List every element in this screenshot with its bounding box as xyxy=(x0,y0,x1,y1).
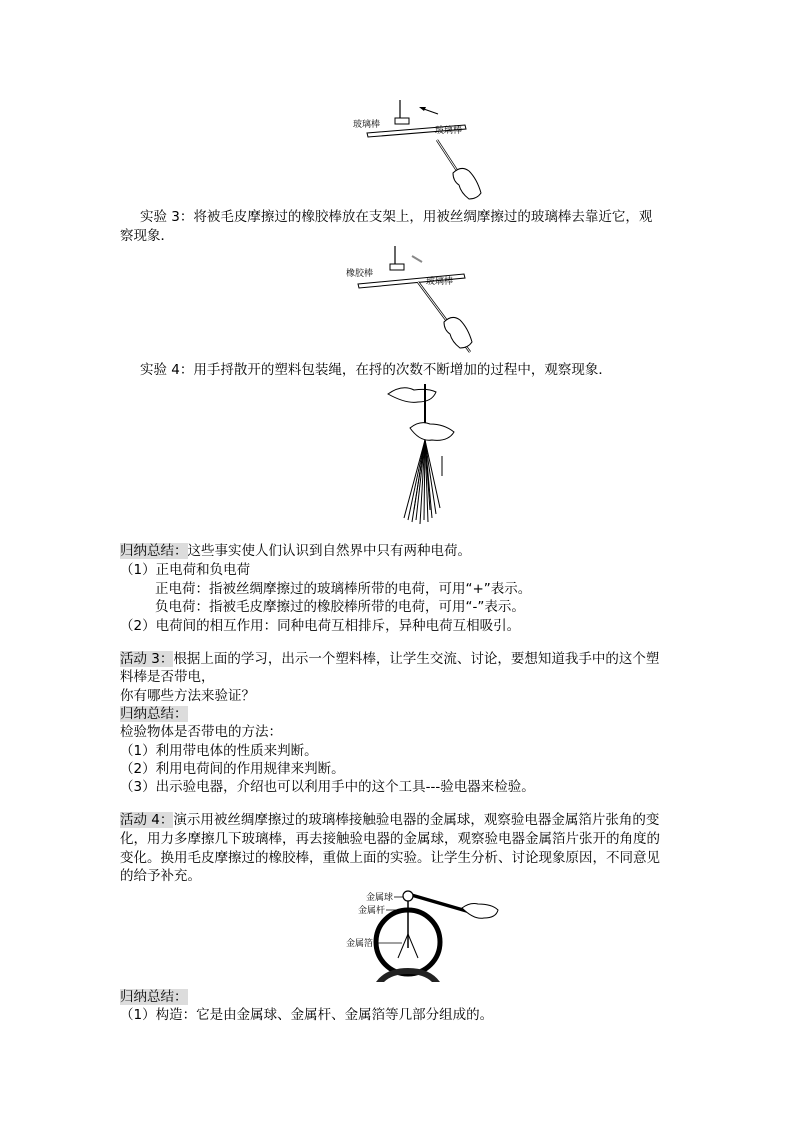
activity4-line xyxy=(120,811,659,829)
summary2-item: （2）利用电荷间的作用规律来判断。 xyxy=(120,761,345,777)
activity3-line: 料棒是否带电， xyxy=(120,669,215,685)
summary1-item: （2）电荷间的相互作用：同种电荷互相排斥，异种电荷互相吸引。 xyxy=(120,618,521,634)
activity3-line xyxy=(120,650,659,668)
figure-label: 橡胶棒 xyxy=(346,269,374,279)
positive-charge-definition: 正电荷：指被丝绸摩擦过的玻璃棒所带的电荷，可用“+”表示。 xyxy=(155,581,532,597)
summary3-item: （1）构造：它是由金属球、金属杆、金属箔等几部分组成的。 xyxy=(120,1007,494,1023)
activity-heading: 活动 3： xyxy=(120,651,174,667)
summary-heading: 归纳总结： xyxy=(120,706,188,722)
activity3-text: 根据上面的学习，出示一个塑料棒，让学生交流、讨论，要想知道我手中的这个塑 xyxy=(173,651,660,667)
summary2-heading-line xyxy=(120,705,188,723)
activity4-line: 变化。换用毛皮摩擦过的橡胶棒，重做上面的实验。让学生分析、讨论现象原因，不同意见 xyxy=(120,850,660,866)
summary-heading: 归纳总结： xyxy=(120,543,188,559)
summary2-line: 检验物体是否带电的方法： xyxy=(120,724,282,740)
figure-label: 玻璃棒 xyxy=(353,120,381,130)
activity4-text: 演示用被丝绸摩擦过的玻璃棒接触验电器的金属球，观察验电器金属箔片张角的变 xyxy=(173,812,660,828)
summary2-item: （3）出示验电器，介绍也可以利用手中的这个工具---验电器来检验。 xyxy=(120,779,535,795)
electroscope-ball-label: 金属球 xyxy=(366,893,394,903)
figure-rubber-rod-experiment xyxy=(340,244,480,362)
summary1-item: （1）正电荷和负电荷 xyxy=(120,562,251,578)
electroscope-foil-label: 金属箔 xyxy=(346,939,374,949)
figure-label: 玻璃棒 xyxy=(435,126,463,136)
figure-label: 玻璃棒 xyxy=(426,277,454,287)
figure-electroscope xyxy=(342,886,522,988)
summary2-item: （1）利用带电体的性质来判断。 xyxy=(120,743,318,759)
summary1-text: 这些事实使人们认识到自然界中只有两种电荷。 xyxy=(187,543,471,559)
summary1-line xyxy=(120,542,471,560)
figure-plastic-string xyxy=(384,380,460,528)
activity4-line: 化，用力多摩擦几下玻璃棒，再去接触验电器的金属球，观察验电器金属箔片张开的角度的 xyxy=(120,831,660,847)
electroscope-rod-label: 金属杆 xyxy=(358,906,386,916)
exp4-line: 实验 4：用手捋散开的塑料包装绳，在捋的次数不断增加的过程中，观察现象． xyxy=(140,362,612,378)
activity3-line: 你有哪些方法来验证？ xyxy=(120,688,255,704)
negative-charge-definition: 负电荷：指被毛皮摩擦过的橡胶棒所带的电荷，可用“-”表示。 xyxy=(155,599,525,615)
activity4-line: 的给予补充。 xyxy=(120,868,201,884)
summary3-heading-line xyxy=(120,988,188,1006)
exp3-line: 实验 3：将被毛皮摩擦过的橡胶棒放在支架上，用被丝绸摩擦过的玻璃棒去靠近它，观 xyxy=(140,209,653,225)
summary-heading: 归纳总结： xyxy=(120,989,188,1005)
exp3-line: 察现象． xyxy=(120,228,174,244)
activity-heading: 活动 4： xyxy=(120,812,174,828)
figure-glass-rod-experiment xyxy=(345,95,485,205)
